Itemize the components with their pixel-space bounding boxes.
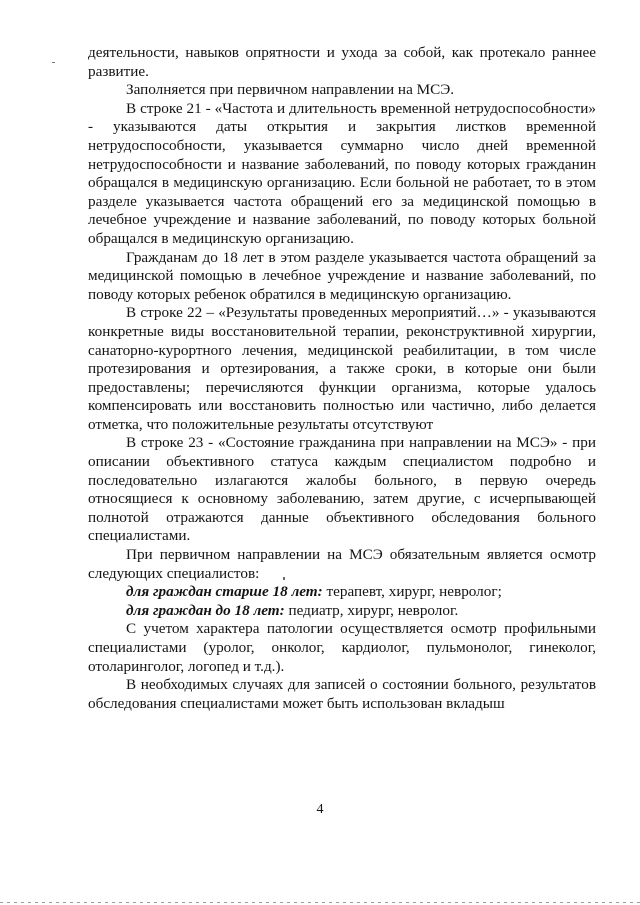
- paragraph-development: деятельности, навыков опрятности и ухода за собой, как протекало раннее развитие.: [88, 44, 596, 80]
- specialists-adults-list: терапевт, хирург, невролог;: [322, 583, 502, 601]
- specialists-children-list: педиатр, хирург, невролог.: [284, 601, 459, 619]
- paragraph-line-22: В строке 22 – «Результаты проведенных мероприятий…» - указываются конкретные виды восстановительной терапии, реконструктивной хирургии, санаторно-курортного лечения, медицинской реабилитации, в том числе протезирования и ортезирования, а также сроки, в которые они были предоставлены; перечисляются функции организма, которые удалось компенсировать или восстановить полностью или частично, либо делается отметка, что положительные результаты отсутствуют: [88, 304, 596, 433]
- document-body: [88, 44, 596, 713]
- specialists-adults: [88, 583, 596, 602]
- paragraph-profile-specialists: С учетом характера патологии осуществляется осмотр профильными специалистами (уролог, онколог, кардиолог, пульмонолог, гинеколог, отоларинголог, логопед и т.д.).: [88, 620, 596, 675]
- paragraph-primary-referral-note: Заполняется при первичном направлении на МСЭ.: [126, 81, 455, 99]
- specialists-adults-group: для граждан старше 18 лет:: [126, 583, 323, 601]
- paragraph-mandatory-specialists: При первичном направлении на МСЭ обязательным является осмотр следующих специалистов:: [88, 546, 596, 582]
- specialists-children-group: для граждан до 18 лет:: [126, 601, 285, 619]
- scan-artifact-dot: [52, 62, 55, 63]
- page-number: 4: [316, 802, 324, 817]
- scan-artifact-speck: [283, 577, 285, 580]
- paragraph-line-21: В строке 21 - «Частота и длительность временной нетрудоспособности» - указываются даты открытия и закрытия листков временной нетрудоспособности, указывается суммарно число дней временной нетрудоспособности и название заболеваний, по поводу которых гражданин обращался в медицинскую организацию. Если больной не работает, то в этом разделе указывается частота обращений его за медицинской помощью в лечебное учреждение и название заболеваний, по поводу которых больной обращался в медицинскую организацию.: [88, 99, 596, 247]
- specialists-children: [88, 602, 596, 621]
- scan-bottom-edge: [0, 902, 640, 903]
- paragraph-line-23: В строке 23 - «Состояние гражданина при направлении на МСЭ» - при описании объективного статуса каждым специалистом подробно и последовательно излагаются жалобы больного, в первую очередь относящиеся к основному заболеванию, затем другие, с исчерпывающей полнотой отражаются данные объективного обследования больного специалистами.: [88, 434, 596, 545]
- paragraph-under-18: Гражданам до 18 лет в этом разделе указывается частота обращений за медицинской помощью в лечебное учреждение и название заболеваний, по поводу которых ребенок обратился в медицинскую организацию.: [88, 248, 596, 303]
- paragraph-insert-sheet: В необходимых случаях для записей о состоянии больного, результатов обследования специалистами может быть использован вкладыш: [88, 676, 596, 712]
